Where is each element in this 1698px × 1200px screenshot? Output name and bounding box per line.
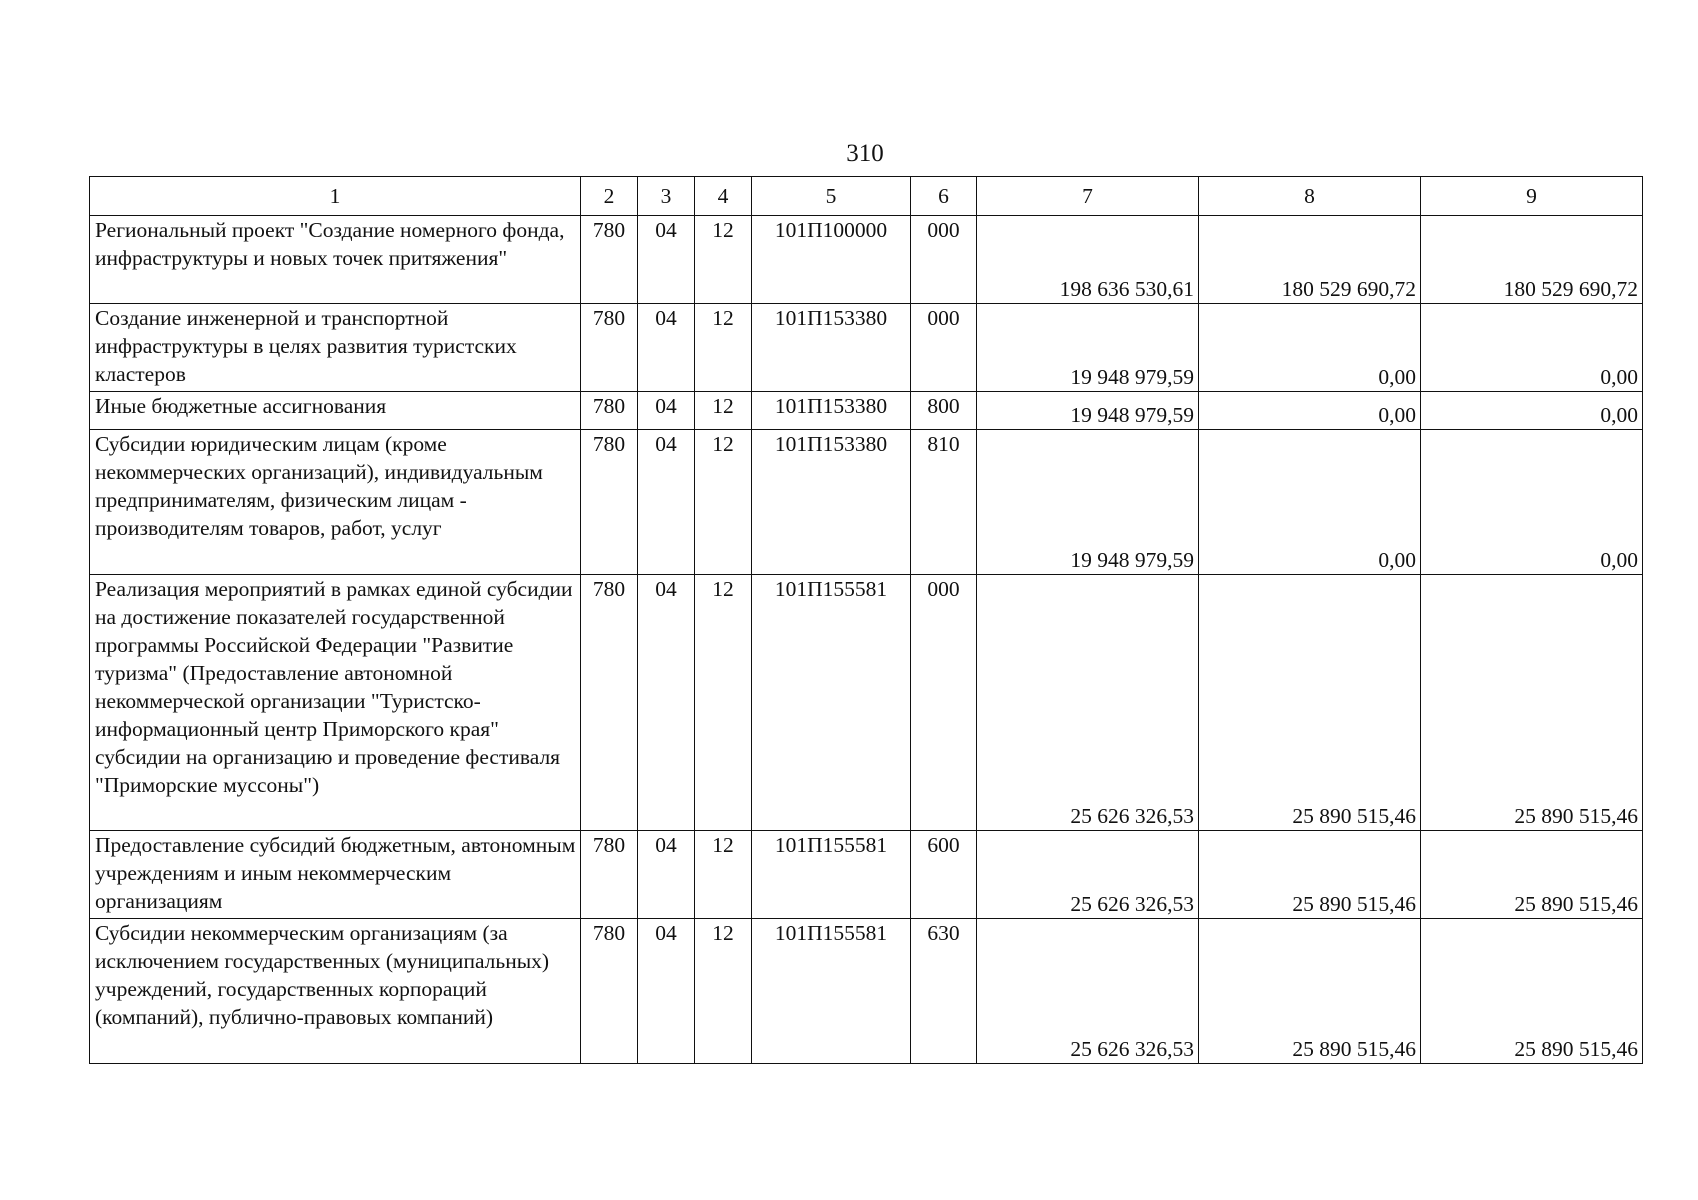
table-row [90,831,1643,919]
row-name: Субсидии юридическим лицам (кроме некоммерческих организаций), индивидуальным предпринимателям, физическим лицам - производителям товаров, работ, услуг [90,430,581,575]
row-name: Создание инженерной и транспортной инфраструктуры в целях развития туристских кластеров [90,304,581,392]
cell-code-6: 600 [911,831,977,919]
cell-amount-9: 0,00 [1421,304,1643,392]
page-number: 310 [846,140,884,167]
cell-code-4: 12 [695,216,752,304]
header-cell: 8 [1199,177,1421,216]
cell-amount-7: 25 626 326,53 [977,575,1199,831]
cell-code-5: 101П155581 [752,575,911,831]
cell-amount-7: 19 948 979,59 [977,304,1199,392]
cell-code-4: 12 [695,831,752,919]
cell-code-3: 04 [638,430,695,575]
cell-amount-7: 25 626 326,53 [977,831,1199,919]
row-name: Реализация мероприятий в рамках единой субсидии на достижение показателей государственной программы Российской Федерации "Развитие туризма" (Предоставление автономной некоммерческой организации "Туристско-информационный центр Приморского края" субсидии на организацию и проведение фестиваля "Приморские муссоны") [90,575,581,831]
cell-code-6: 000 [911,304,977,392]
cell-code-2: 780 [581,392,638,430]
header-cell: 2 [581,177,638,216]
row-name: Иные бюджетные ассигнования [90,392,581,430]
header-cell: 7 [977,177,1199,216]
cell-amount-7: 25 626 326,53 [977,919,1199,1064]
cell-code-5: 101П153380 [752,392,911,430]
cell-amount-8: 25 890 515,46 [1199,919,1421,1064]
cell-amount-9: 25 890 515,46 [1421,919,1643,1064]
cell-code-5: 101П153380 [752,304,911,392]
header-cell: 1 [90,177,581,216]
cell-amount-8: 180 529 690,72 [1199,216,1421,304]
cell-code-3: 04 [638,216,695,304]
cell-code-3: 04 [638,392,695,430]
cell-amount-8: 25 890 515,46 [1199,831,1421,919]
table-row [90,304,1643,392]
cell-amount-9: 0,00 [1421,430,1643,575]
cell-amount-7: 19 948 979,59 [977,430,1199,575]
header-cell: 9 [1421,177,1643,216]
cell-code-2: 780 [581,575,638,831]
cell-amount-8: 0,00 [1199,430,1421,575]
cell-code-3: 04 [638,575,695,831]
cell-code-3: 04 [638,304,695,392]
cell-code-5: 101П155581 [752,919,911,1064]
cell-amount-9: 25 890 515,46 [1421,575,1643,831]
cell-code-4: 12 [695,392,752,430]
table-row [90,430,1643,575]
cell-code-2: 780 [581,216,638,304]
budget-table [89,176,1643,1064]
table-row [90,216,1643,304]
cell-code-2: 780 [581,919,638,1064]
cell-amount-7: 198 636 530,61 [977,216,1199,304]
header-row [90,177,1643,216]
row-name: Предоставление субсидий бюджетным, автономным учреждениям и иным некоммерческим организациям [90,831,581,919]
cell-code-2: 780 [581,430,638,575]
cell-code-3: 04 [638,919,695,1064]
cell-amount-7: 19 948 979,59 [977,392,1199,430]
cell-code-4: 12 [695,304,752,392]
cell-amount-9: 25 890 515,46 [1421,831,1643,919]
cell-code-2: 780 [581,831,638,919]
header-cell: 6 [911,177,977,216]
cell-code-6: 810 [911,430,977,575]
table-row [90,919,1643,1064]
cell-amount-8: 0,00 [1199,392,1421,430]
row-name: Субсидии некоммерческим организациям (за исключением государственных (муниципальных) учреждений, государственных корпораций (компаний), публично-правовых компаний) [90,919,581,1064]
cell-code-4: 12 [695,919,752,1064]
cell-code-4: 12 [695,575,752,831]
header-cell: 4 [695,177,752,216]
cell-code-6: 800 [911,392,977,430]
header-cell: 3 [638,177,695,216]
cell-amount-9: 180 529 690,72 [1421,216,1643,304]
cell-code-3: 04 [638,831,695,919]
table-row [90,392,1643,430]
header-cell: 5 [752,177,911,216]
cell-code-5: 101П100000 [752,216,911,304]
cell-amount-8: 25 890 515,46 [1199,575,1421,831]
cell-code-6: 000 [911,216,977,304]
cell-amount-8: 0,00 [1199,304,1421,392]
cell-code-6: 630 [911,919,977,1064]
cell-code-2: 780 [581,304,638,392]
cell-code-5: 101П153380 [752,430,911,575]
cell-amount-9: 0,00 [1421,392,1643,430]
row-name: Региональный проект "Создание номерного фонда, инфраструктуры и новых точек притяжения" [90,216,581,304]
table-row [90,575,1643,831]
cell-code-4: 12 [695,430,752,575]
cell-code-5: 101П155581 [752,831,911,919]
cell-code-6: 000 [911,575,977,831]
